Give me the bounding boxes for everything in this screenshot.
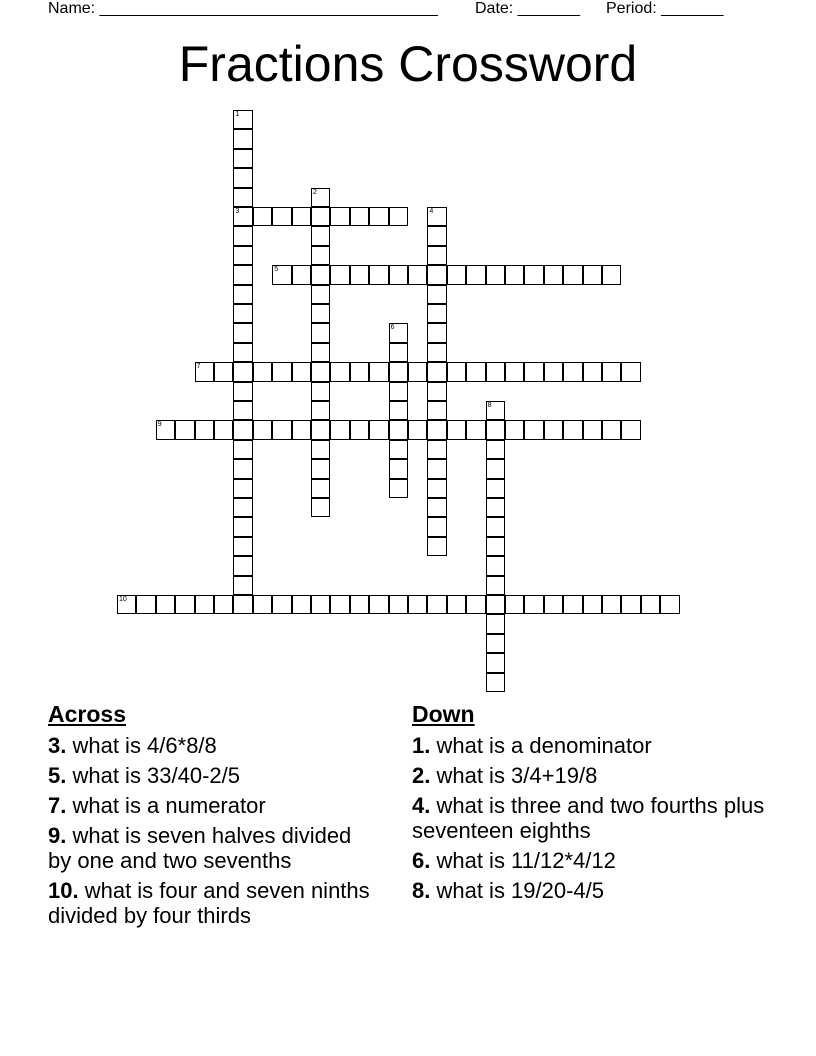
grid-cell[interactable] (427, 343, 446, 362)
grid-cell[interactable] (272, 595, 291, 614)
grid-cell[interactable] (389, 207, 408, 226)
grid-cell[interactable] (253, 362, 272, 381)
grid-cell[interactable] (486, 556, 505, 575)
grid-cell[interactable] (311, 207, 330, 226)
grid-cell[interactable] (233, 323, 252, 342)
clue-number: 7 (196, 363, 201, 371)
grid-cell[interactable] (621, 420, 640, 439)
grid-cell[interactable] (350, 207, 369, 226)
grid-cell[interactable] (195, 595, 214, 614)
grid-cell[interactable] (486, 537, 505, 556)
grid-cell[interactable] (330, 207, 349, 226)
grid-cell[interactable] (369, 595, 388, 614)
grid-cell[interactable] (641, 595, 660, 614)
grid-cell[interactable] (427, 420, 446, 439)
clue-number: 6 (390, 324, 395, 332)
grid-cell[interactable] (233, 382, 252, 401)
grid-cell[interactable] (233, 440, 252, 459)
grid-cell[interactable] (233, 129, 252, 148)
grid-cell[interactable] (447, 420, 466, 439)
grid-cell[interactable] (214, 362, 233, 381)
clue-down-1: 1. what is a denominator (412, 733, 652, 758)
grid-cell[interactable] (524, 265, 543, 284)
clue-across-9: 9. what is seven halves divided by one and two sevenths (48, 823, 352, 873)
grid-cell[interactable] (389, 362, 408, 381)
grid-cell[interactable] (311, 401, 330, 420)
grid-cell[interactable] (466, 265, 485, 284)
grid-cell[interactable] (311, 343, 330, 362)
grid-cell[interactable] (369, 265, 388, 284)
grid-cell[interactable] (427, 479, 446, 498)
grid-cell[interactable] (427, 304, 446, 323)
clue-number: 5 (274, 266, 279, 274)
grid-cell[interactable] (427, 323, 446, 342)
grid-cell[interactable] (311, 246, 330, 265)
clue-across-7: 7. what is a numerator (48, 793, 266, 818)
grid-cell[interactable] (292, 420, 311, 439)
clue-number: 3 (235, 208, 240, 215)
grid-cell[interactable] (486, 265, 505, 284)
grid-cell[interactable] (156, 420, 175, 439)
clue-down-4: 4. what is three and two fourths plus seventeen eighths (412, 793, 765, 843)
grid-cell[interactable] (214, 595, 233, 614)
grid-cell[interactable] (408, 595, 427, 614)
grid-cell[interactable] (408, 420, 427, 439)
grid-cell[interactable] (505, 595, 524, 614)
grid-cell[interactable] (272, 207, 291, 226)
grid-cell[interactable] (602, 420, 621, 439)
grid-cell[interactable] (369, 420, 388, 439)
grid-cell[interactable] (447, 362, 466, 381)
grid-cell[interactable] (233, 285, 252, 304)
grid-cell[interactable] (195, 420, 214, 439)
grid-cell[interactable] (311, 188, 330, 207)
grid-cell[interactable] (524, 595, 543, 614)
grid-cell[interactable] (311, 595, 330, 614)
grid-cell[interactable] (427, 537, 446, 556)
grid-cell[interactable] (466, 420, 485, 439)
grid-cell[interactable] (253, 595, 272, 614)
period-field-label: Period: _______ (606, 0, 724, 17)
grid-cell[interactable] (389, 479, 408, 498)
grid-cell[interactable] (233, 595, 252, 614)
grid-cell[interactable] (408, 362, 427, 381)
grid-cell[interactable] (350, 595, 369, 614)
grid-cell[interactable] (311, 362, 330, 381)
grid-cell[interactable] (233, 168, 252, 187)
grid-cell[interactable] (427, 459, 446, 478)
across-heading: Across (48, 701, 126, 727)
grid-cell[interactable] (233, 556, 252, 575)
grid-cell[interactable] (486, 440, 505, 459)
grid-cell[interactable] (602, 362, 621, 381)
grid-cell[interactable] (583, 362, 602, 381)
down-heading: Down (412, 701, 475, 727)
grid-cell[interactable] (350, 265, 369, 284)
grid-cell[interactable] (311, 420, 330, 439)
clue-down-6: 6. what is 11/12*4/12 (412, 848, 616, 873)
grid-cell[interactable] (427, 401, 446, 420)
grid-cell[interactable] (486, 401, 505, 420)
clue-down-8: 8. what is 19/20-4/5 (412, 878, 605, 903)
grid-cell[interactable] (466, 595, 485, 614)
grid-cell[interactable] (330, 362, 349, 381)
grid-cell[interactable] (136, 595, 155, 614)
grid-cell[interactable] (330, 595, 349, 614)
grid-cell[interactable] (505, 265, 524, 284)
date-field-label: Date: _______ (475, 0, 580, 17)
grid-cell[interactable] (350, 420, 369, 439)
grid-cell[interactable] (156, 595, 175, 614)
grid-cell[interactable] (486, 498, 505, 517)
grid-cell[interactable] (544, 362, 563, 381)
grid-cell[interactable] (563, 420, 582, 439)
grid-cell[interactable] (486, 614, 505, 633)
grid-cell[interactable] (389, 323, 408, 342)
down-clues (412, 702, 772, 908)
grid-cell[interactable] (311, 498, 330, 517)
grid-cell[interactable] (214, 420, 233, 439)
clue-number: 4 (429, 208, 434, 215)
grid-cell[interactable] (486, 576, 505, 595)
grid-cell[interactable] (233, 576, 252, 595)
grid-cell[interactable] (427, 285, 446, 304)
grid-cell[interactable] (175, 595, 194, 614)
grid-cell[interactable] (621, 362, 640, 381)
page-title: Fractions Crossword (178, 36, 638, 92)
grid-cell[interactable] (427, 246, 446, 265)
grid-cell[interactable] (621, 595, 640, 614)
clue-across-5: 5. what is 33/40-2/5 (48, 763, 241, 788)
grid-cell[interactable] (389, 265, 408, 284)
grid-cell[interactable] (389, 343, 408, 362)
grid-cell[interactable] (427, 595, 446, 614)
grid-cell[interactable] (486, 517, 505, 536)
grid-cell[interactable] (427, 207, 446, 226)
clue-number: 2 (313, 188, 317, 196)
grid-cell[interactable] (660, 595, 679, 614)
grid-cell[interactable] (486, 653, 505, 672)
grid-cell[interactable] (311, 382, 330, 401)
grid-cell[interactable] (272, 362, 291, 381)
grid-cell[interactable] (602, 265, 621, 284)
grid-cell[interactable] (486, 459, 505, 478)
grid-cell[interactable] (311, 285, 330, 304)
grid-cell[interactable] (233, 149, 252, 168)
grid-cell[interactable] (427, 265, 446, 284)
grid-cell[interactable] (233, 362, 252, 381)
grid-cell[interactable] (447, 595, 466, 614)
grid-cell[interactable] (253, 420, 272, 439)
grid-cell[interactable] (486, 595, 505, 614)
grid-cell[interactable] (233, 343, 252, 362)
grid-cell[interactable] (233, 188, 252, 207)
grid-cell[interactable] (292, 207, 311, 226)
grid-cell[interactable] (117, 595, 136, 614)
grid-cell[interactable] (233, 479, 252, 498)
grid-cell[interactable] (292, 362, 311, 381)
grid-cell[interactable] (389, 401, 408, 420)
clue-number: 9 (157, 421, 162, 429)
grid-cell[interactable] (563, 362, 582, 381)
grid-cell[interactable] (427, 517, 446, 536)
grid-cell[interactable] (233, 304, 252, 323)
grid-cell[interactable] (233, 226, 252, 245)
across-clues (48, 702, 378, 933)
grid-cell[interactable] (311, 479, 330, 498)
grid-cell[interactable] (486, 420, 505, 439)
grid-cell[interactable] (175, 420, 194, 439)
grid-cell[interactable] (311, 226, 330, 245)
grid-cell[interactable] (583, 595, 602, 614)
grid-cell[interactable] (311, 323, 330, 342)
grid-cell[interactable] (233, 246, 252, 265)
grid-cell[interactable] (427, 382, 446, 401)
grid-cell[interactable] (563, 265, 582, 284)
grid-cell[interactable] (272, 265, 291, 284)
grid-cell[interactable] (389, 459, 408, 478)
grid-cell[interactable] (524, 362, 543, 381)
grid-cell[interactable] (330, 420, 349, 439)
clue-across-3: 3. what is 4/6*8/8 (48, 733, 217, 758)
grid-cell[interactable] (233, 420, 252, 439)
clue-number: 8 (487, 402, 492, 409)
grid-cell[interactable] (563, 595, 582, 614)
clue-down-2: 2. what is 3/4+19/8 (412, 763, 598, 788)
grid-cell[interactable] (466, 362, 485, 381)
grid-cell[interactable] (233, 265, 252, 284)
grid-cell[interactable] (233, 459, 252, 478)
grid-cell[interactable] (233, 207, 252, 226)
grid-cell[interactable] (583, 265, 602, 284)
grid-cell[interactable] (330, 265, 349, 284)
grid-cell[interactable] (292, 265, 311, 284)
grid-cell[interactable] (233, 401, 252, 420)
grid-cell[interactable] (486, 673, 505, 692)
grid-cell[interactable] (427, 498, 446, 517)
grid-cell[interactable] (505, 362, 524, 381)
grid-cell[interactable] (350, 362, 369, 381)
grid-cell[interactable] (602, 595, 621, 614)
grid-cell[interactable] (233, 110, 252, 129)
grid-cell[interactable] (233, 537, 252, 556)
grid-cell[interactable] (544, 420, 563, 439)
grid-cell[interactable] (427, 226, 446, 245)
grid-cell[interactable] (486, 634, 505, 653)
grid-cell[interactable] (389, 595, 408, 614)
grid-cell[interactable] (486, 479, 505, 498)
grid-cell[interactable] (583, 420, 602, 439)
grid-cell[interactable] (233, 498, 252, 517)
grid-cell[interactable] (233, 517, 252, 536)
grid-cell[interactable] (447, 265, 466, 284)
grid-cell[interactable] (311, 459, 330, 478)
clue-across-10: 10. what is four and seven ninths divided by four thirds (48, 878, 370, 928)
grid-cell[interactable] (292, 595, 311, 614)
grid-cell[interactable] (544, 595, 563, 614)
grid-cell[interactable] (272, 420, 291, 439)
clue-number: 1 (235, 111, 240, 118)
grid-cell[interactable] (253, 207, 272, 226)
clue-number: 10 (119, 596, 127, 603)
grid-cell[interactable] (389, 382, 408, 401)
grid-cell[interactable] (389, 420, 408, 439)
grid-cell[interactable] (311, 304, 330, 323)
grid-cell[interactable] (369, 362, 388, 381)
grid-cell[interactable] (195, 362, 214, 381)
grid-cell[interactable] (486, 362, 505, 381)
grid-cell[interactable] (427, 362, 446, 381)
grid-cell[interactable] (369, 207, 388, 226)
grid-cell[interactable] (311, 440, 330, 459)
grid-cell[interactable] (524, 420, 543, 439)
grid-cell[interactable] (427, 440, 446, 459)
grid-cell[interactable] (311, 265, 330, 284)
grid-cell[interactable] (408, 265, 427, 284)
grid-cell[interactable] (544, 265, 563, 284)
grid-cell[interactable] (389, 440, 408, 459)
grid-cell[interactable] (505, 420, 524, 439)
name-field-label: Name: ______________________________________ (48, 0, 438, 17)
